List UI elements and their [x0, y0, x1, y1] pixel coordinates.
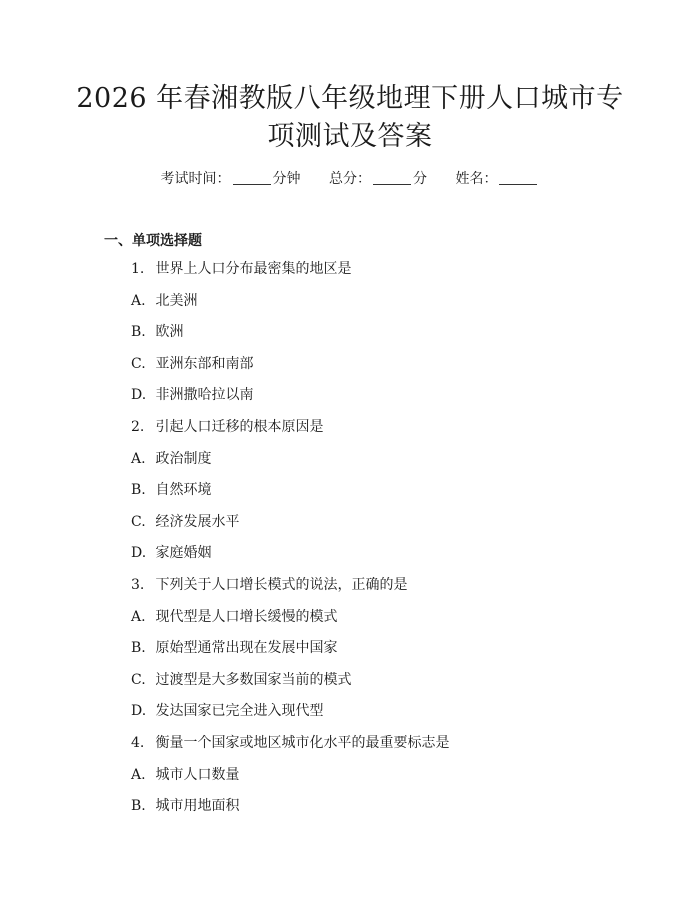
option-letter: A. [131, 766, 146, 783]
total-score-unit: 分 [413, 171, 427, 187]
option-text: 现代型是人口增长缓慢的模式 [155, 608, 338, 625]
option-letter: C. [131, 671, 146, 688]
option-text: 经济发展水平 [155, 513, 240, 530]
option-letter: B. [131, 324, 146, 341]
total-score-blank [373, 172, 411, 185]
option-text: 过渡型是大多数国家当前的模式 [155, 671, 352, 688]
answer-option [131, 449, 449, 481]
answer-option [131, 701, 449, 733]
question-text: 引起人口迁移的根本原因是 [155, 418, 324, 435]
option-letter: A. [131, 292, 146, 309]
question-stem [131, 733, 449, 765]
option-text: 北美洲 [155, 292, 198, 309]
question-text: 世界上人口分布最密集的地区是 [155, 261, 352, 277]
option-text: 欧洲 [155, 324, 184, 341]
option-letter: D. [131, 703, 147, 720]
question-number: 4. [131, 734, 145, 751]
option-letter: C. [131, 513, 146, 530]
option-letter: A. [131, 450, 146, 467]
option-letter: B. [131, 640, 146, 657]
question-text: 衡量一个国家或地区城市化水平的最重要标志是 [155, 734, 450, 751]
option-text: 城市人口数量 [155, 766, 240, 783]
answer-option [131, 291, 449, 323]
answer-option [131, 796, 449, 828]
exam-time-unit: 分钟 [272, 171, 301, 187]
question-list [131, 259, 449, 828]
answer-option [131, 638, 449, 670]
question-stem [131, 575, 449, 607]
name-label: 姓名： [455, 171, 498, 187]
option-letter: D. [131, 387, 147, 404]
answer-option [131, 322, 449, 354]
exam-time-label: 考试时间： [160, 171, 231, 187]
option-letter: C. [131, 355, 146, 372]
option-text: 发达国家已完全进入现代型 [155, 703, 324, 720]
answer-option [131, 543, 449, 575]
answer-option [131, 670, 449, 702]
answer-option [131, 512, 449, 544]
answer-option [131, 765, 449, 797]
option-letter: B. [131, 798, 146, 815]
answer-option [131, 385, 449, 417]
answer-option [131, 354, 449, 386]
option-text: 非洲撒哈拉以南 [155, 387, 254, 404]
total-score-label: 总分： [329, 171, 371, 187]
option-text: 亚洲东部和南部 [155, 355, 254, 372]
question-text: 下列关于人口增长模式的说法，正确的是 [155, 576, 408, 593]
section-heading: 一、单项选择题 [104, 233, 202, 249]
answer-option [131, 480, 449, 512]
exam-time-blank [233, 172, 271, 185]
option-text: 城市用地面积 [155, 798, 240, 815]
exam-time-field [161, 168, 301, 188]
option-letter: A. [131, 608, 146, 625]
option-text: 原始型通常出现在发展中国家 [155, 640, 338, 657]
question-stem [131, 259, 449, 291]
question-number: 2. [131, 418, 145, 435]
option-text: 家庭婚姻 [155, 545, 212, 562]
option-text: 政治制度 [155, 450, 212, 467]
title-line-2: 项测试及答案 [267, 121, 433, 152]
name-blank [499, 172, 537, 185]
exam-meta [0, 168, 700, 188]
question-number: 1. [131, 261, 145, 277]
total-score-field [329, 168, 427, 188]
document-title [60, 80, 640, 156]
name-field [455, 168, 539, 188]
option-text: 自然环境 [155, 482, 212, 499]
question-number: 3. [131, 576, 145, 593]
answer-option [131, 607, 449, 639]
question-stem [131, 417, 449, 449]
option-letter: B. [131, 482, 146, 499]
title-line-1: 2026 年春湘教版八年级地理下册人口城市专 [76, 83, 624, 114]
option-letter: D. [131, 545, 147, 562]
